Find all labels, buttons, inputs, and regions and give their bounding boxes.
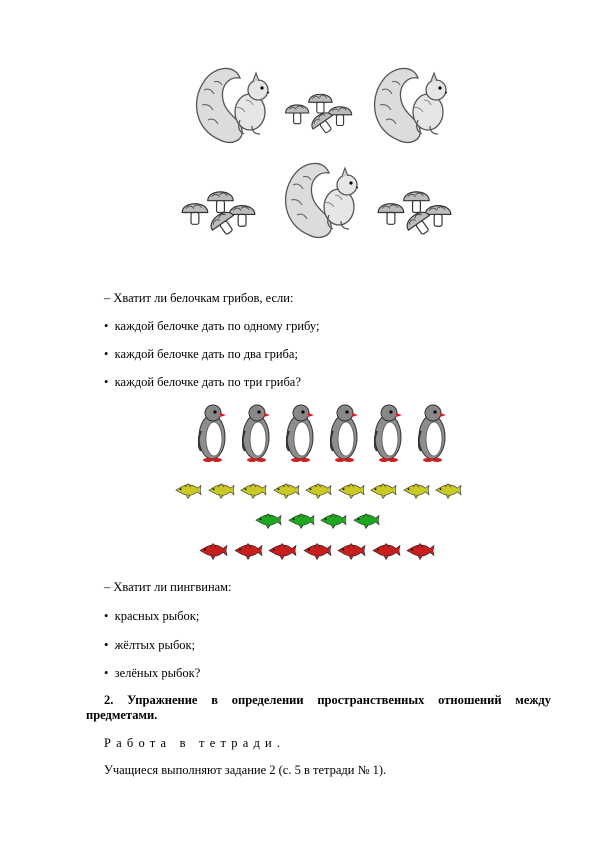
list-item	[104, 638, 195, 653]
list-item-text: красных рыбок;	[114, 609, 200, 623]
list-item-text: каждой белочке дать по три гриба?	[114, 375, 301, 389]
green-fish-icon	[352, 513, 380, 529]
penguin-icon	[374, 402, 404, 464]
list-item-text: каждой белочке дать по одному грибу;	[114, 319, 320, 333]
squirrel-icon	[190, 60, 275, 150]
penguin-icon	[286, 402, 316, 464]
bullet: •	[104, 347, 109, 361]
list-item-text: жёлтых рыбок;	[114, 638, 196, 652]
yellow-fish-row	[174, 483, 474, 501]
green-fish-row	[254, 513, 394, 531]
squirrel-illustration-2	[368, 60, 453, 150]
red-fish-icon	[405, 543, 435, 560]
yellow-fish-icon	[207, 483, 235, 499]
red-fish-icon	[371, 543, 401, 560]
penguin-icon	[330, 402, 360, 464]
list-item	[104, 319, 319, 334]
red-fish-icon	[233, 543, 263, 560]
red-fish-row	[198, 543, 458, 561]
bullet: •	[104, 319, 109, 333]
red-fish-icon	[336, 543, 366, 560]
bullet: •	[104, 609, 109, 623]
yellow-fish-icon	[272, 483, 300, 499]
list-item-text: зелёных рыбок?	[114, 666, 201, 680]
list-item	[104, 347, 298, 362]
work-title: Работа в тетради.	[104, 736, 286, 750]
green-fish-icon	[287, 513, 315, 529]
penguin-icon	[242, 402, 272, 464]
red-fish-icon	[267, 543, 297, 560]
yellow-fish-icon	[369, 483, 397, 499]
question-squirrels: – Хватит ли белочкам грибов, если:	[104, 291, 294, 305]
bullet: •	[104, 666, 109, 680]
penguins-row	[198, 402, 458, 466]
yellow-fish-icon	[402, 483, 430, 499]
red-fish-icon	[198, 543, 228, 560]
list-item	[104, 375, 301, 390]
yellow-fish-icon	[434, 483, 462, 499]
exercise-heading: 2. Упражнение в определении пространственных отношений между предметами.	[86, 693, 551, 722]
penguin-icon	[418, 402, 448, 464]
list-item	[104, 666, 200, 681]
squirrel-illustration-1	[190, 60, 275, 150]
green-fish-icon	[319, 513, 347, 529]
list-item	[104, 609, 199, 624]
bullet: •	[104, 375, 109, 389]
squirrel-icon	[368, 60, 453, 150]
mushrooms-icon	[172, 185, 267, 240]
squirrel-icon	[279, 155, 364, 245]
question-penguins: – Хватит ли пингвинам:	[104, 580, 232, 594]
yellow-fish-icon	[174, 483, 202, 499]
red-fish-icon	[302, 543, 332, 560]
mushrooms-icon	[277, 88, 362, 138]
mushrooms-icon	[368, 185, 463, 240]
penguin-icon	[198, 402, 228, 464]
bullet: •	[104, 638, 109, 652]
yellow-fish-icon	[304, 483, 332, 499]
squirrel-illustration-3	[279, 155, 364, 245]
yellow-fish-icon	[337, 483, 365, 499]
mushrooms-illustration-2	[172, 185, 267, 240]
yellow-fish-icon	[239, 483, 267, 499]
list-item-text: каждой белочке дать по два гриба;	[114, 347, 298, 361]
mushrooms-illustration-3	[368, 185, 463, 240]
green-fish-icon	[254, 513, 282, 529]
final-instruction: Учащиеся выполняют задание 2 (с. 5 в тетради № 1).	[104, 763, 387, 777]
mushrooms-illustration-1	[277, 88, 362, 138]
